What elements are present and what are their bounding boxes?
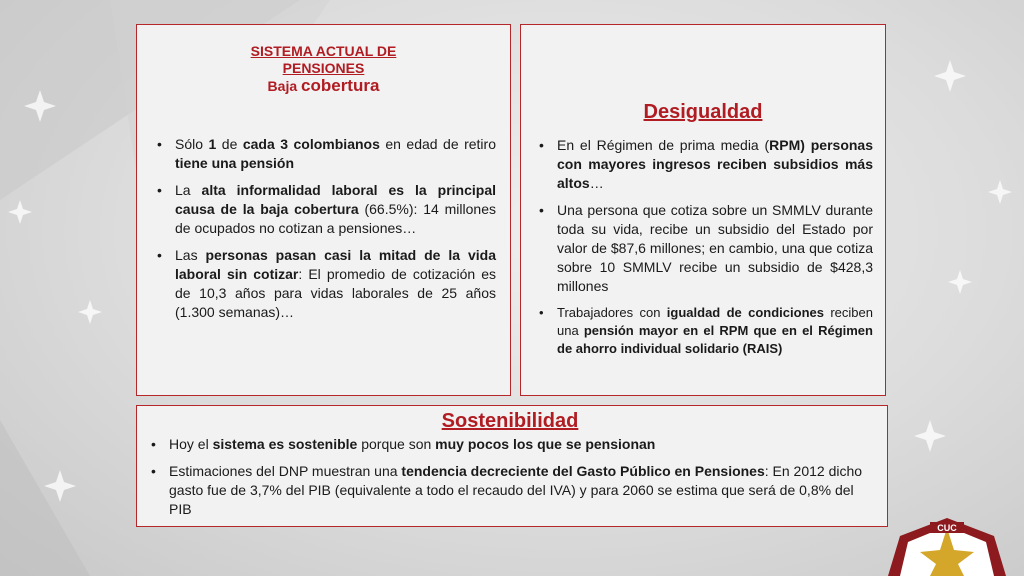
bullet-text-bold: 1 (208, 136, 217, 152)
bullet-text: (66.5%): 14 millones de ocupados no cotizan a pensiones… (175, 201, 496, 236)
bullet-text: La (175, 182, 202, 198)
sustainability-bullet-list (145, 435, 875, 519)
bullet-item (533, 201, 873, 296)
bullet-text: : El promedio de cotización es de 10,3 años para vidas laborales de 25 años (1.300 semanas)… (175, 266, 496, 320)
coverage-title-line2: PENSIONES (282, 60, 365, 76)
bullet-text: de (216, 136, 243, 152)
bullet-item (151, 135, 496, 173)
bullet-text-bold: igualdad de condiciones (666, 305, 824, 320)
bullet-text: : En 2012 dicho gasto fue de 3,7% del PIB (equivalente a todo el recaudo del IVA) y para 2060 se estima que será de 0,8% del PIB (169, 463, 863, 517)
coverage-panel (136, 24, 511, 396)
coverage-bullet-list (151, 135, 496, 322)
bullet-text-bold: personas con mayores ingresos reciben subsidios más altos (557, 137, 873, 191)
bullet-item (145, 462, 875, 519)
bullet-text: porque son (357, 436, 436, 452)
bullet-text-bold: sistema es sostenible (212, 436, 358, 452)
bullet-text: Una persona que cotiza sobre un SMMLV durante toda su vida, recibe un subsidio del Estado por valor de $87,6 millones; en cambio, una que cotiza sobre 10 SMMLV recibe un subsidio de $428,3 millones (557, 202, 873, 294)
bullet-text-bold: RPM) (769, 137, 805, 153)
bullet-text: Hoy el (169, 436, 213, 452)
cuc-logo-text: CUC (937, 523, 957, 533)
bullet-text-bold: pensión mayor en el RPM que en el Régimen de ahorro individual solidario (RAIS) (557, 323, 873, 356)
bullet-text-bold: alta informalidad laboral es la principal causa de la baja cobertura (175, 182, 496, 217)
cuc-logo (870, 510, 1024, 576)
coverage-subtitle (151, 77, 496, 95)
bullet-text: Trabajadores con (557, 305, 667, 320)
coverage-subtitle-small: Baja (267, 78, 302, 94)
bullet-text-bold: cada 3 colombianos (242, 136, 380, 152)
bullet-text-bold: personas pasan casi la mitad de la vida laboral sin cotizar (175, 247, 496, 282)
inequality-panel (520, 24, 886, 396)
bullet-item (533, 136, 873, 193)
coverage-subtitle-big: cobertura (301, 76, 380, 95)
bullet-item (151, 181, 496, 238)
bullet-text: Sólo (175, 136, 209, 152)
bullet-item (145, 435, 875, 454)
bullet-item (533, 304, 873, 358)
bullet-item (151, 246, 496, 322)
sustainability-title: Sostenibilidad (441, 410, 579, 432)
bullet-text-bold: tendencia decreciente del Gasto Público en Pensiones (401, 463, 765, 479)
sustainability-panel (136, 405, 888, 527)
bullet-text: … (589, 175, 604, 191)
bullet-text: reciben una (557, 305, 873, 338)
coverage-title (151, 43, 496, 95)
bullet-text: En el Régimen de prima media ( (557, 137, 770, 153)
bullet-text: en edad de retiro (379, 136, 496, 152)
bullet-text: Las (175, 247, 206, 263)
bullet-text-bold: muy pocos los que se pensionan (435, 436, 656, 452)
bullet-text-bold: tiene una pensión (175, 155, 295, 171)
bullet-text: Estimaciones del DNP muestran una (169, 463, 402, 479)
inequality-title: Desigualdad (643, 101, 763, 123)
inequality-bullet-list (533, 136, 873, 358)
coverage-title-line1: SISTEMA ACTUAL DE (250, 43, 397, 59)
